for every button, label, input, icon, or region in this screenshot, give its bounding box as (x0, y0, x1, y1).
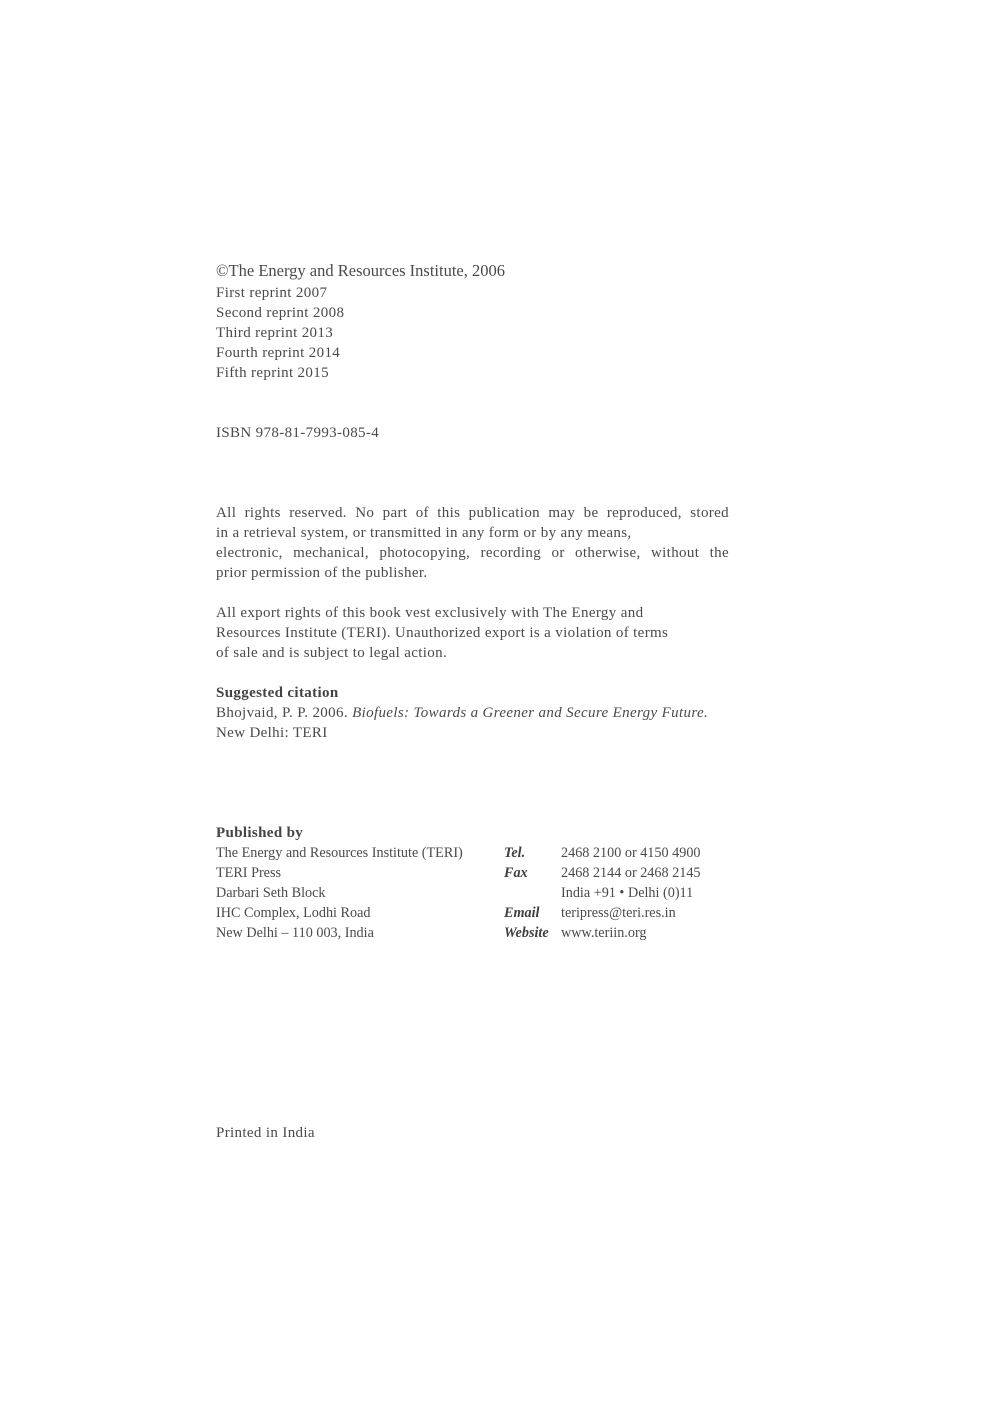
rights-paragraph (216, 503, 729, 583)
copyright-holder: The Energy and Resources Institute, 2006 (228, 261, 506, 280)
paragraph-line: All export rights of this book vest exclusively with The Energy and (216, 605, 644, 621)
publisher-details (216, 843, 701, 943)
paragraph-line: Resources Institute (TERI). Unauthorized export is a violation of terms (216, 625, 669, 641)
export-rights-paragraph (216, 603, 716, 663)
paragraph-line: of sale and is subject to legal action. (216, 645, 448, 661)
address-line: Darbari Seth Block (216, 885, 326, 901)
publisher-row (216, 863, 701, 883)
suggested-citation (216, 683, 708, 743)
citation-publisher: New Delhi: TERI (216, 725, 328, 741)
printed-in: Printed in India (216, 1125, 315, 1141)
publisher-row (216, 883, 701, 903)
address-line: New Delhi – 110 003, India (216, 925, 374, 941)
paragraph-line: electronic, mechanical, photocopying, recording or otherwise, without the (216, 545, 729, 561)
address-line: The Energy and Resources Institute (TERI) (216, 845, 463, 861)
contact-value-email: teripress@teri.res.in (561, 905, 676, 921)
paragraph-line: prior permission of the publisher. (216, 565, 428, 581)
reprint-line: Fifth reprint 2015 (216, 365, 329, 381)
address-line: TERI Press (216, 865, 282, 881)
published-by-heading: Published by (216, 825, 304, 841)
contact-label-email: Email (504, 905, 540, 921)
address-line: IHC Complex, Lodhi Road (216, 905, 371, 921)
contact-label-tel: Tel. (504, 845, 526, 861)
citation-heading: Suggested citation (216, 685, 339, 701)
citation-title: Biofuels: Towards a Greener and Secure Energy Future. (352, 705, 709, 721)
citation-reference (216, 703, 708, 723)
reprint-line: Third reprint 2013 (216, 325, 334, 341)
contact-value-website: www.teriin.org (561, 925, 647, 941)
contact-value-dialing-code: India +91 • Delhi (0)11 (561, 885, 694, 901)
contact-label-empty (504, 883, 561, 903)
reprint-line: First reprint 2007 (216, 285, 328, 301)
citation-author-year: Bhojvaid, P. P. 2006. (216, 705, 353, 721)
contact-value-fax: 2468 2144 or 2468 2145 (561, 865, 701, 881)
isbn: ISBN 978-81-7993-085-4 (216, 425, 380, 441)
contact-label-fax: Fax (504, 865, 528, 881)
copyright-notice (216, 261, 505, 281)
reprint-history (216, 283, 344, 383)
reprint-line: Fourth reprint 2014 (216, 345, 341, 361)
contact-value-tel: 2468 2100 or 4150 4900 (561, 845, 701, 861)
contact-label-website: Website (504, 925, 549, 941)
paragraph-line: All rights reserved. No part of this publication may be reproduced, stored (216, 505, 729, 521)
copyright-symbol: © (216, 261, 229, 280)
reprint-line: Second reprint 2008 (216, 305, 345, 321)
publisher-row (216, 843, 701, 863)
publisher-row (216, 923, 701, 943)
paragraph-line: in a retrieval system, or transmitted in any form or by any means, (216, 525, 632, 541)
publisher-row (216, 903, 701, 923)
